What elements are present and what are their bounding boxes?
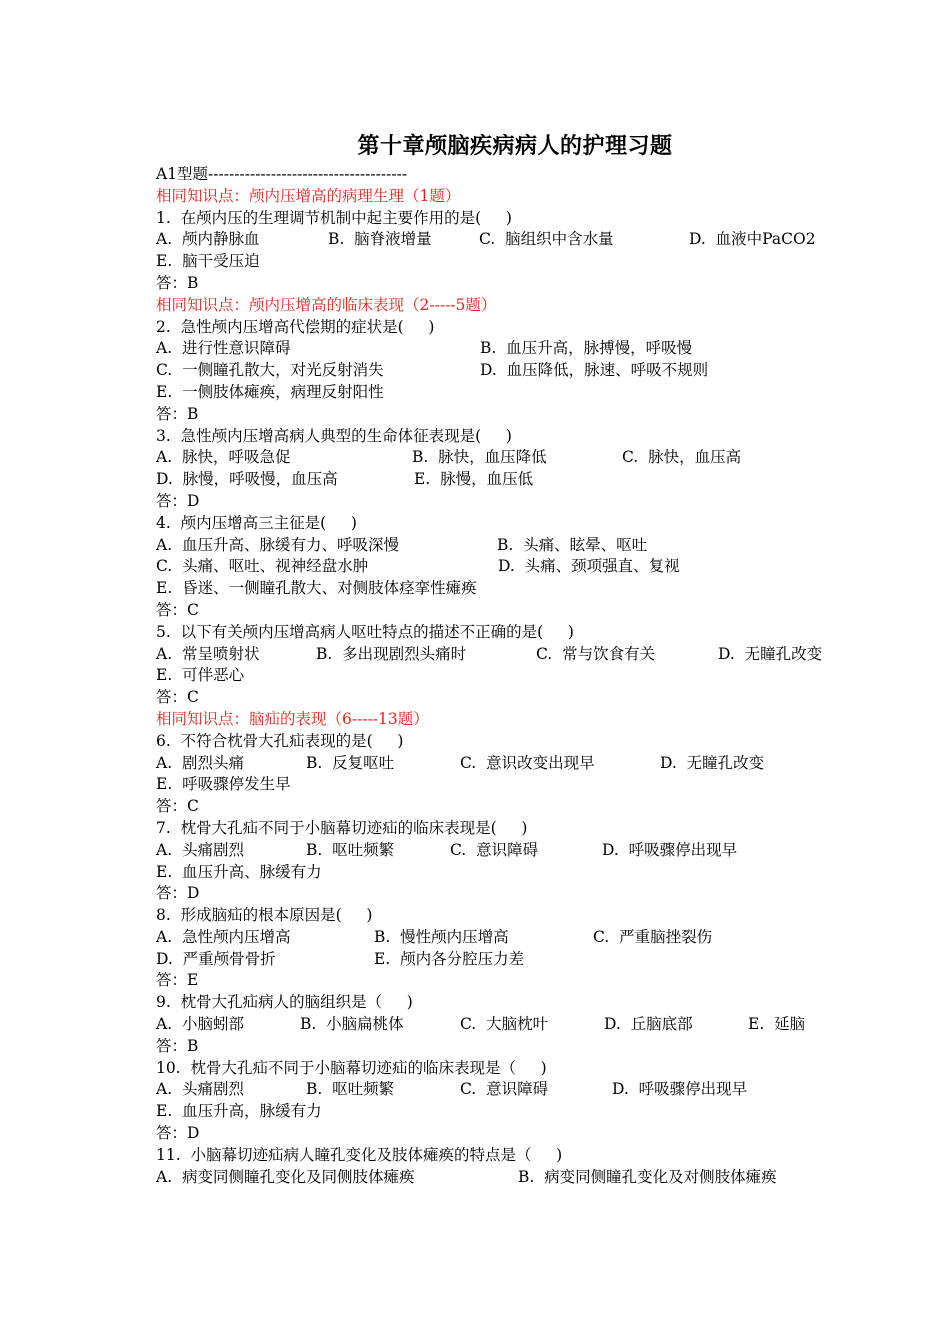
option-text: A. 颅内静脉血 (156, 230, 260, 249)
line-text: 4. 颅内压增高三主征是( ) (156, 513, 357, 532)
option-text: C. 大脑枕叶 (460, 1015, 549, 1034)
option-text: C. 意识改变出现早 (460, 753, 595, 772)
option-text: E. 颅内各分腔压力差 (374, 949, 525, 968)
line-text: 7. 枕骨大孔疝不同于小脑幕切迹疝的临床表现是( ) (156, 818, 528, 837)
option-text: B. 小脑扁桃体 (300, 1015, 404, 1034)
option-text: D. 脉慢，呼吸慢，血压高 (156, 470, 338, 489)
line-text: 答：E (156, 971, 199, 990)
option-text: C. 脑组织中含水量 (479, 230, 614, 249)
option-text: D. 丘脑底部 (604, 1015, 693, 1034)
option-text: C. 常与饮食有关 (536, 644, 656, 663)
option-row (156, 382, 926, 404)
question-stem (156, 1145, 926, 1167)
question-stem (156, 317, 926, 339)
answer-line (156, 1036, 926, 1058)
option-text: C. 意识障碍 (460, 1080, 549, 1099)
option-text: A. 头痛剧烈 (156, 1080, 244, 1099)
question-stem (156, 426, 926, 448)
option-row (156, 753, 926, 775)
line-text: 11. 小脑幕切迹疝病人瞳孔变化及肢体瘫痪的特点是（ ) (156, 1145, 563, 1164)
option-text: B. 脉快，血压降低 (412, 448, 547, 467)
option-text: D. 血液中PaCO2 (689, 230, 816, 249)
line-text: 答：B (156, 1036, 199, 1055)
knowledge-point-heading (156, 295, 926, 317)
option-row (156, 949, 926, 971)
line-text: 相同知识点：颅内压增高的临床表现（2-----5题） (156, 295, 497, 314)
line-text: 6. 不符合枕骨大孔疝表现的是( ) (156, 731, 404, 750)
question-stem (156, 513, 926, 535)
option-text: A. 小脑蚓部 (156, 1015, 244, 1034)
option-row (156, 535, 926, 557)
option-text: E. 昏迷、一侧瞳孔散大、对侧肢体痉挛性瘫痪 (156, 579, 477, 598)
option-text: B. 血压升高，脉搏慢，呼吸慢 (480, 339, 693, 358)
option-text: E. 脉慢，血压低 (414, 470, 534, 489)
option-row (156, 774, 926, 796)
option-text: A. 血压升高、脉缓有力、呼吸深慢 (156, 535, 399, 554)
line-text: 5. 以下有关颅内压增高病人呕吐特点的描述不正确的是( ) (156, 622, 574, 641)
option-text: D. 呼吸骤停出现早 (602, 840, 738, 859)
option-text: B. 慢性颅内压增高 (374, 927, 509, 946)
option-row (156, 840, 926, 862)
option-text: E. 血压升高、脉缓有力 (156, 862, 322, 881)
answer-line (156, 883, 926, 905)
option-text: A. 脉快，呼吸急促 (156, 448, 291, 467)
answer-line (156, 491, 926, 513)
option-row (156, 862, 926, 884)
option-text: B. 呕吐频繁 (306, 1080, 395, 1099)
option-text: C. 严重脑挫裂伤 (593, 927, 713, 946)
line-text: 答：D (156, 884, 200, 903)
option-row (156, 556, 926, 578)
option-row (156, 338, 926, 360)
line-text: 答：C (156, 600, 199, 619)
option-text: A. 剧烈头痛 (156, 753, 244, 772)
option-text: A. 进行性意识障碍 (156, 339, 291, 358)
question-stem (156, 818, 926, 840)
option-text: A. 常呈喷射状 (156, 644, 260, 663)
line-text: 10. 枕骨大孔疝不同于小脑幕切迹疝的临床表现是（ ) (156, 1058, 547, 1077)
option-text: E. 呼吸骤停发生早 (156, 775, 291, 794)
option-row (156, 469, 926, 491)
section-heading (156, 164, 926, 186)
option-row (156, 229, 926, 251)
option-text: E. 脑干受压迫 (156, 252, 260, 271)
option-text: E. 延脑 (748, 1015, 806, 1034)
line-text: 答：B (156, 404, 199, 423)
line-text: 2. 急性颅内压增高代偿期的症状是( ) (156, 317, 435, 336)
line-text: 相同知识点：颅内压增高的病理生理（1题） (156, 186, 461, 205)
option-row (156, 251, 926, 273)
option-text: D. 呼吸骤停出现早 (612, 1080, 748, 1099)
option-text: B. 病变同侧瞳孔变化及对侧肢体瘫痪 (518, 1167, 777, 1186)
answer-line (156, 1123, 926, 1145)
option-text: D. 头痛、颈项强直、复视 (498, 557, 680, 576)
option-text: B. 多出现剧烈头痛时 (316, 644, 467, 663)
option-text: E. 血压升高，脉缓有力 (156, 1102, 322, 1121)
question-stem (156, 622, 926, 644)
option-row (156, 1079, 926, 1101)
line-text: 答：D (156, 491, 200, 510)
line-text: 答：D (156, 1124, 200, 1143)
line-text: 答：C (156, 797, 199, 816)
option-text: E. 一侧肢体瘫痪，病理反射阳性 (156, 382, 384, 401)
option-text: C. 脉快，血压高 (622, 448, 742, 467)
option-row (156, 360, 926, 382)
line-text: 3. 急性颅内压增高病人典型的生命体征表现是( ) (156, 426, 512, 445)
question-stem (156, 905, 926, 927)
question-list (156, 164, 926, 1188)
option-text: A. 头痛剧烈 (156, 840, 244, 859)
option-text: B. 脑脊液增量 (328, 230, 432, 249)
knowledge-point-heading (156, 186, 926, 208)
option-text: D. 严重颅骨骨折 (156, 949, 276, 968)
question-stem (156, 992, 926, 1014)
answer-line (156, 600, 926, 622)
line-text: 答：B (156, 273, 199, 292)
option-row (156, 1101, 926, 1123)
question-stem (156, 208, 926, 230)
answer-line (156, 687, 926, 709)
option-text: D. 血压降低，脉速、呼吸不规则 (480, 361, 709, 380)
option-text: E. 可伴恶心 (156, 666, 245, 685)
question-stem (156, 1058, 926, 1080)
option-row (156, 578, 926, 600)
option-row (156, 665, 926, 687)
answer-line (156, 970, 926, 992)
line-text: 8. 形成脑疝的根本原因是( ) (156, 906, 373, 925)
line-text: 相同知识点：脑疝的表现（6-----13题） (156, 709, 429, 728)
answer-line (156, 404, 926, 426)
option-text: C. 头痛、呕吐、视神经盘水肿 (156, 557, 369, 576)
option-row (156, 927, 926, 949)
line-text: A1型题-------------------------------------- (156, 165, 408, 183)
document-title: 第十章颅脑疾病病人的护理习题 (357, 134, 673, 159)
option-text: B. 反复呕吐 (306, 753, 395, 772)
answer-line (156, 796, 926, 818)
option-text: B. 头痛、眩晕、呕吐 (497, 535, 648, 554)
option-row (156, 644, 926, 666)
knowledge-point-heading (156, 709, 926, 731)
line-text: 9. 枕骨大孔疝病人的脑组织是（ ) (156, 993, 413, 1012)
option-row (156, 1167, 926, 1189)
line-text: 1. 在颅内压的生理调节机制中起主要作用的是( ) (156, 208, 512, 227)
option-row (156, 447, 926, 469)
question-stem (156, 731, 926, 753)
option-text: C. 一侧瞳孔散大，对光反射消失 (156, 361, 384, 380)
option-text: D. 无瞳孔改变 (660, 753, 765, 772)
option-row (156, 1014, 926, 1036)
option-text: A. 病变同侧瞳孔变化及同侧肢体瘫痪 (156, 1167, 415, 1186)
option-text: B. 呕吐频繁 (306, 840, 395, 859)
option-text: D. 无瞳孔改变 (718, 644, 823, 663)
option-text: A. 急性颅内压增高 (156, 927, 291, 946)
answer-line (156, 273, 926, 295)
option-text: C. 意识障碍 (450, 840, 539, 859)
line-text: 答：C (156, 688, 199, 707)
